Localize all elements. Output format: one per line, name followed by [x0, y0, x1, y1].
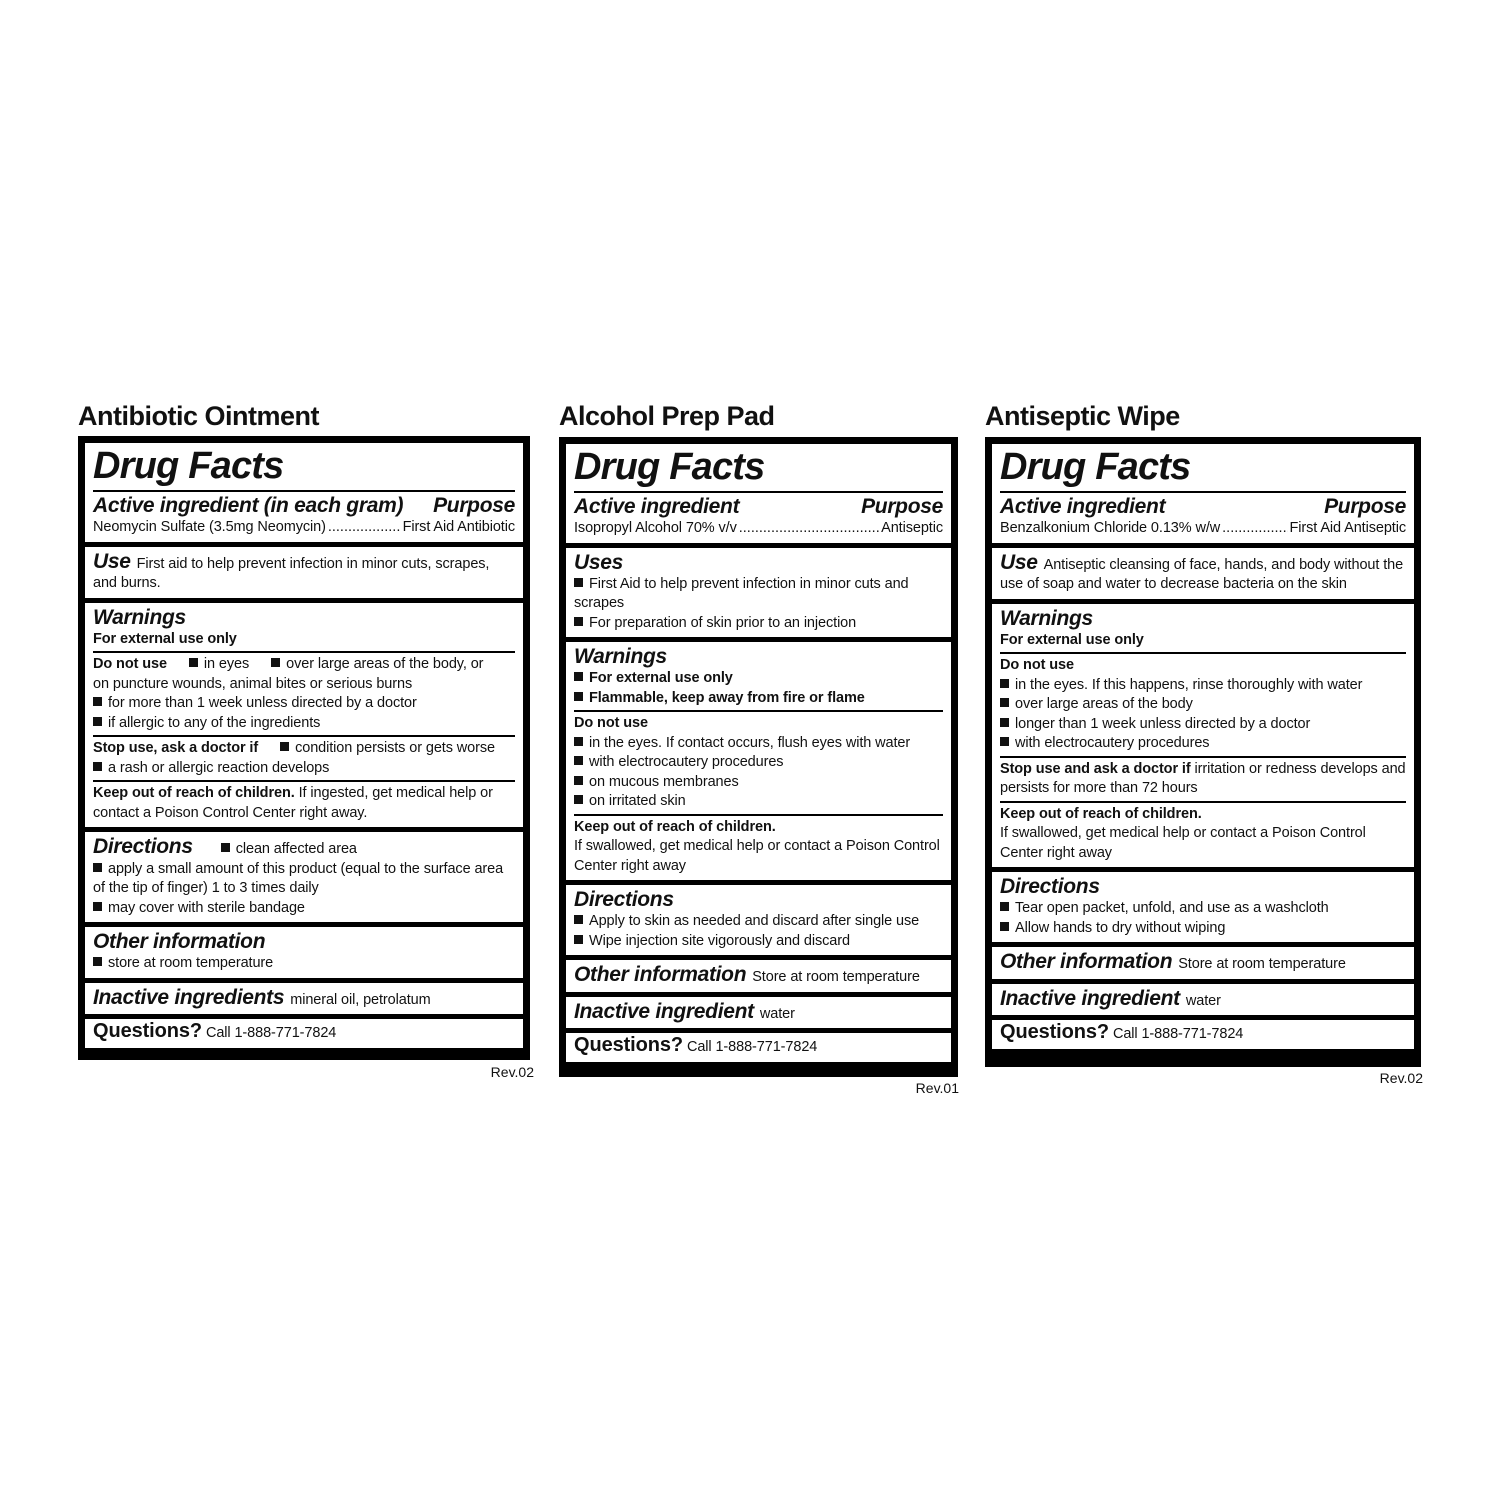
directions-heading: Directions — [574, 888, 674, 911]
keep-out-text: If ingested, get medical help or contact a Poison Control Center right away. — [93, 785, 493, 821]
warning-item: for more than 1 week unless directed by a doctor — [108, 695, 417, 711]
drug-facts-title: Drug Facts — [1000, 446, 1406, 493]
use-section — [992, 548, 1414, 599]
active-ingredient-heading: Active ingredient — [1000, 495, 1166, 518]
drug-facts-box — [559, 437, 958, 1077]
bullet-icon — [1000, 718, 1009, 727]
ingredient-purpose: First Aid Antibiotic — [402, 519, 515, 535]
bullet-icon — [1000, 679, 1009, 688]
inactive-ingredients-section — [992, 984, 1414, 1016]
divider — [93, 780, 515, 782]
divider — [93, 735, 515, 737]
use-heading: Use — [1000, 550, 1038, 574]
bullet-icon — [93, 717, 102, 726]
bullet-icon — [574, 672, 583, 681]
bullet-icon — [93, 697, 102, 706]
keep-out-heading: Keep out of reach of children. — [93, 785, 295, 801]
purpose-heading: Purpose — [861, 495, 943, 518]
bullet-icon — [221, 843, 230, 852]
direction-item: Allow hands to dry without wiping — [1015, 919, 1226, 936]
keep-out-heading: Keep out of reach of children. — [1000, 805, 1202, 822]
bullet-icon — [93, 957, 102, 966]
questions-section — [992, 1020, 1414, 1049]
directions-section — [85, 832, 523, 922]
direction-item: Apply to skin as needed and discard after single use — [589, 913, 920, 929]
ingredient-purpose: Antiseptic — [881, 520, 943, 536]
drug-facts-box — [985, 437, 1421, 1067]
warning-item: in the eyes. If this happens, rinse thoroughly with water — [1015, 676, 1363, 693]
bullet-icon — [1000, 902, 1009, 911]
inactive-ingredients-heading: Inactive ingredients — [93, 985, 285, 1009]
leader-dots — [328, 518, 401, 538]
revision-label: Rev.02 — [1379, 1070, 1423, 1086]
other-information-section — [992, 947, 1414, 979]
product-title: Alcohol Prep Pad — [559, 401, 775, 431]
uses-section — [566, 548, 951, 638]
use-text: First aid to help prevent infection in minor cuts, scrapes, and burns. — [93, 555, 490, 591]
product-title: Antiseptic Wipe — [985, 401, 1180, 431]
warning-item: if allergic to any of the ingredients — [108, 714, 321, 731]
purpose-heading: Purpose — [1324, 495, 1406, 518]
directions-section — [992, 872, 1414, 942]
questions-section — [566, 1033, 951, 1062]
revision-label: Rev.01 — [915, 1080, 959, 1096]
warnings-section — [85, 603, 523, 828]
direction-item: clean affected area — [235, 841, 357, 857]
direction-item: may cover with sterile bandage — [108, 899, 305, 916]
active-ingredient-section — [566, 444, 951, 543]
divider — [1000, 801, 1406, 803]
inactive-ingredients-text: mineral oil, petrolatum — [290, 991, 431, 1008]
bullet-icon — [574, 915, 583, 924]
ingredient-purpose: First Aid Antiseptic — [1289, 520, 1406, 536]
inactive-ingredients-section — [566, 997, 951, 1029]
questions-heading: Questions? — [574, 1034, 684, 1056]
external-use-text: For external use only — [1000, 631, 1144, 648]
active-ingredient-section — [992, 444, 1414, 543]
questions-phone: Call 1-888-771-7824 — [1112, 1026, 1244, 1042]
inactive-ingredients-text: water — [759, 1005, 795, 1022]
do-not-use-heading: Do not use — [574, 715, 648, 731]
questions-phone: Call 1-888-771-7824 — [686, 1039, 818, 1055]
other-information-heading: Other information — [93, 930, 266, 953]
bullet-icon — [271, 658, 280, 667]
directions-heading: Directions — [93, 835, 193, 858]
bullet-icon — [574, 935, 583, 944]
keep-out-heading: Keep out of reach of children. — [574, 818, 776, 835]
warning-item: on mucous membranes — [589, 773, 739, 790]
other-information-heading: Other information — [1000, 950, 1173, 973]
warning-item: longer than 1 week unless directed by a doctor — [1015, 715, 1311, 732]
revision-label: Rev.02 — [490, 1064, 534, 1080]
divider — [1000, 756, 1406, 758]
drug-facts-title: Drug Facts — [93, 445, 515, 492]
use-item: First Aid to help prevent infection in minor cuts and scrapes — [574, 575, 909, 611]
leader-dots — [739, 519, 879, 539]
other-information-section — [85, 927, 523, 978]
keep-out-text: If swallowed, get medical help or contact a Poison Control Center right away — [574, 838, 940, 874]
external-use-text: For external use only — [589, 670, 733, 686]
warning-item: over large areas of the body — [1015, 696, 1193, 712]
questions-heading: Questions? — [93, 1020, 203, 1042]
bullet-icon — [280, 742, 289, 751]
bullet-icon — [574, 737, 583, 746]
uses-heading: Uses — [574, 550, 624, 574]
bullet-icon — [1000, 698, 1009, 707]
keep-out-text: If swallowed, get medical help or contact a Poison Control Center right away — [1000, 825, 1366, 861]
inactive-ingredients-text: water — [1185, 992, 1221, 1009]
bullet-icon — [1000, 922, 1009, 931]
inactive-ingredients-heading: Inactive ingredient — [574, 999, 754, 1023]
stop-use-heading: Stop use, ask a doctor if — [93, 740, 259, 756]
external-use-text: For external use only — [93, 630, 237, 647]
other-information-text: Store at room temperature — [752, 969, 920, 985]
bullet-icon — [93, 762, 102, 771]
inactive-ingredients-heading: Inactive ingredient — [1000, 986, 1180, 1010]
bullet-icon — [574, 776, 583, 785]
warnings-heading: Warnings — [93, 605, 186, 629]
flammable-text: Flammable, keep away from fire or flame — [589, 689, 865, 706]
drug-facts-title: Drug Facts — [574, 446, 943, 493]
warnings-heading: Warnings — [1000, 606, 1093, 630]
bullet-icon — [574, 756, 583, 765]
bullet-icon — [93, 902, 102, 911]
stop-use-item: condition persists or gets worse — [295, 740, 495, 756]
active-ingredient-heading: Active ingredient — [574, 495, 740, 518]
directions-section — [566, 885, 951, 955]
bullet-icon — [574, 692, 583, 701]
bullet-icon — [574, 617, 583, 626]
purpose-heading: Purpose — [433, 494, 515, 517]
other-information-heading: Other information — [574, 963, 747, 986]
directions-heading: Directions — [1000, 875, 1100, 898]
warnings-heading: Warnings — [574, 645, 667, 668]
direction-item: Tear open packet, unfold, and use as a washcloth — [1015, 900, 1329, 916]
bullet-icon — [574, 578, 583, 587]
stop-use-heading: Stop use and ask a doctor if — [1000, 760, 1191, 777]
alcohol-panel — [559, 400, 959, 1100]
product-title: Antibiotic Ointment — [78, 401, 319, 431]
stop-use-text: irritation or redness develops and persists for more than 72 hours — [1000, 760, 1406, 796]
divider — [574, 710, 943, 712]
divider — [93, 651, 515, 653]
divider — [1000, 652, 1406, 654]
drug-facts-box — [78, 436, 530, 1060]
do-not-use-heading: Do not use — [1000, 657, 1074, 673]
bullet-icon — [93, 863, 102, 872]
other-information-section — [566, 960, 951, 992]
active-ingredient-section — [85, 443, 523, 542]
warning-item: on irritated skin — [589, 793, 686, 809]
direction-item: Wipe injection site vigorously and discard — [589, 932, 850, 949]
use-text: Antiseptic cleansing of face, hands, and body without the use of soap and water to decrease bacteria on the skin — [1000, 556, 1404, 592]
warnings-section — [566, 642, 951, 880]
stop-use-item: a rash or allergic reaction develops — [108, 759, 330, 776]
other-information-text: store at room temperature — [108, 955, 274, 971]
questions-section — [85, 1019, 523, 1048]
warning-item: with electrocautery procedures — [589, 754, 784, 770]
leader-dots — [1222, 519, 1287, 539]
bullet-icon — [189, 658, 198, 667]
ingredient-name: Isopropyl Alcohol 70% v/v — [574, 520, 737, 536]
use-section — [85, 547, 523, 598]
warning-item: in the eyes. If contact occurs, flush eyes with water — [589, 734, 911, 751]
inactive-ingredients-section — [85, 983, 523, 1015]
do-not-use-heading: Do not use — [93, 656, 167, 672]
warning-item: on puncture wounds, animal bites or serious burns — [93, 675, 413, 692]
bullet-icon — [574, 795, 583, 804]
warning-item: with electrocautery procedures — [1015, 735, 1210, 751]
warning-item: over large areas of the body, or — [286, 656, 484, 672]
questions-heading: Questions? — [1000, 1021, 1110, 1043]
other-information-text: Store at room temperature — [1178, 956, 1346, 972]
active-ingredient-heading: Active ingredient (in each gram) — [93, 494, 404, 517]
ingredient-name: Neomycin Sulfate (3.5mg Neomycin) — [93, 519, 326, 535]
divider — [574, 814, 943, 816]
bullet-icon — [1000, 737, 1009, 746]
warning-item: in eyes — [203, 656, 250, 672]
direction-item: apply a small amount of this product (equal to the surface area of the tip of finger) 1 to 3 times daily — [93, 860, 504, 896]
warnings-section — [992, 604, 1414, 868]
use-heading: Use — [93, 549, 131, 573]
antibiotic-panel — [78, 400, 534, 1090]
ingredient-name: Benzalkonium Chloride 0.13% w/w — [1000, 520, 1221, 536]
use-item: For preparation of skin prior to an injection — [589, 614, 857, 631]
questions-phone: Call 1-888-771-7824 — [205, 1025, 337, 1041]
antiseptic-panel — [985, 400, 1423, 1100]
